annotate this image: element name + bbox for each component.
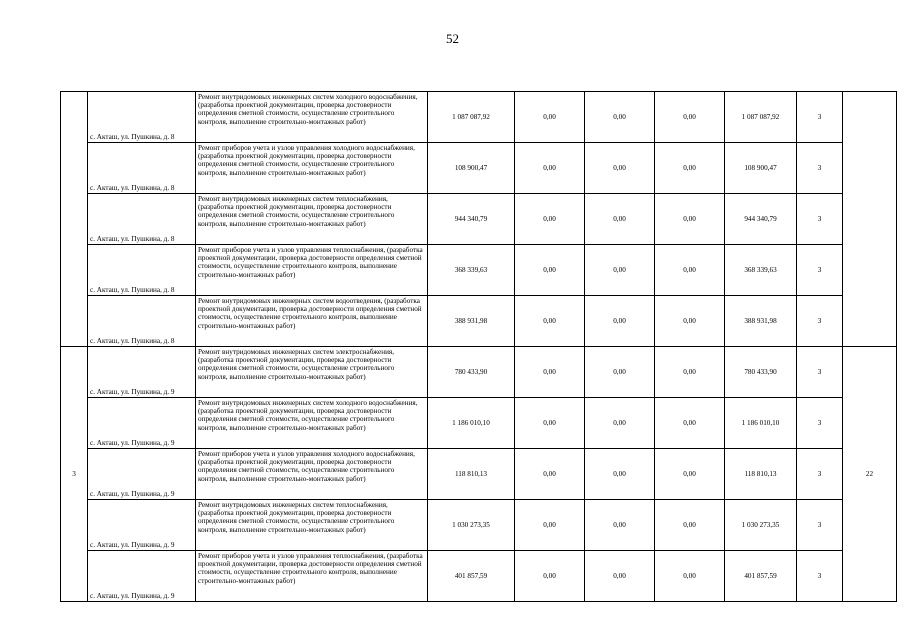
period-cell: 3 [797, 398, 843, 449]
value-cell-1: 0,00 [515, 449, 585, 500]
total-cost-cell: 388 931,98 [428, 296, 515, 347]
page-number: 52 [446, 31, 459, 46]
address-cell: с. Акташ, ул. Пушкина, д. 9 [88, 500, 196, 551]
value-cell-3: 0,00 [655, 143, 725, 194]
owners-funds-cell: 118 810,13 [725, 449, 797, 500]
work-description-text: Ремонт внутридомовых инженерных систем холодного водоснабжения, (разработка проектной документации, проверка достоверности определения сметной стоимости, осуществление строительного контроля, выполнение строительно-монтажных работ) [198, 399, 418, 432]
work-description-text: Ремонт приборов учета и узлов управления теплоснабжения, (разработка проектной документации, проверка достоверности определения сметной стоимости, осуществление строительного контроля, выполнение строительно-монтажных работ) [198, 246, 423, 279]
value-cell-1: 0,00 [515, 500, 585, 551]
table-row [61, 551, 897, 602]
period-cell: 3 [797, 194, 843, 245]
group-total-cell [843, 92, 897, 347]
value-cell-1: 0,00 [515, 92, 585, 143]
value-cell-1: 0,00 [515, 296, 585, 347]
address-cell: с. Акташ, ул. Пушкина, д. 8 [88, 296, 196, 347]
value-cell-2: 0,00 [585, 92, 655, 143]
work-description-cell [196, 194, 428, 245]
total-cost-cell: 1 030 273,35 [428, 500, 515, 551]
value-cell-1: 0,00 [515, 245, 585, 296]
value-cell-2: 0,00 [585, 398, 655, 449]
value-cell-3: 0,00 [655, 398, 725, 449]
group-total-cell: 22 [843, 347, 897, 602]
value-cell-1: 0,00 [515, 398, 585, 449]
owners-funds-cell: 388 931,98 [725, 296, 797, 347]
work-description-text: Ремонт внутридомовых инженерных систем теплоснабжения, (разработка проектной документации, проверка достоверности определения сметной стоимости, осуществление строительного контроля, выполнение строительно-монтажных работ) [198, 195, 395, 228]
owners-funds-cell: 368 339,63 [725, 245, 797, 296]
table-row [61, 245, 897, 296]
group-number-cell [61, 92, 88, 347]
total-cost-cell: 1 087 087,92 [428, 92, 515, 143]
total-cost-cell: 944 340,79 [428, 194, 515, 245]
address-cell: с. Акташ, ул. Пушкина, д. 8 [88, 194, 196, 245]
period-cell: 3 [797, 92, 843, 143]
work-description-cell [196, 92, 428, 143]
address-cell: с. Акташ, ул. Пушкина, д. 9 [88, 347, 196, 398]
value-cell-2: 0,00 [585, 245, 655, 296]
work-description-cell [196, 143, 428, 194]
group-number-cell: 3 [61, 347, 88, 602]
table-row [61, 143, 897, 194]
period-cell: 3 [797, 347, 843, 398]
total-cost-cell: 401 857,59 [428, 551, 515, 602]
value-cell-2: 0,00 [585, 296, 655, 347]
address-cell: с. Акташ, ул. Пушкина, д. 9 [88, 551, 196, 602]
work-description-text: Ремонт приборов учета и узлов управления холодного водоснабжения, (разработка проектной документации, проверка достоверности определения сметной стоимости, осуществление строительного контроля, выполнение строительно-монтажных работ) [198, 144, 415, 177]
table-body [61, 92, 897, 602]
value-cell-3: 0,00 [655, 194, 725, 245]
table-row [61, 194, 897, 245]
work-description-cell [196, 245, 428, 296]
period-cell: 3 [797, 449, 843, 500]
address-cell: с. Акташ, ул. Пушкина, д. 9 [88, 449, 196, 500]
owners-funds-cell: 944 340,79 [725, 194, 797, 245]
table-row [61, 296, 897, 347]
work-description-cell [196, 398, 428, 449]
table-row [61, 92, 897, 143]
table-row [61, 347, 897, 398]
value-cell-3: 0,00 [655, 296, 725, 347]
value-cell-2: 0,00 [585, 194, 655, 245]
total-cost-cell: 108 900,47 [428, 143, 515, 194]
value-cell-1: 0,00 [515, 143, 585, 194]
owners-funds-cell: 1 087 087,92 [725, 92, 797, 143]
work-description-text: Ремонт внутридомовых инженерных систем холодного водоснабжения, (разработка проектной документации, проверка достоверности определения сметной стоимости, осуществление строительного контроля, выполнение строительно-монтажных работ) [198, 93, 418, 126]
total-cost-cell: 780 433,90 [428, 347, 515, 398]
value-cell-1: 0,00 [515, 347, 585, 398]
owners-funds-cell: 1 030 273,35 [725, 500, 797, 551]
work-description-cell [196, 347, 428, 398]
value-cell-3: 0,00 [655, 551, 725, 602]
period-cell: 3 [797, 500, 843, 551]
work-description-text: Ремонт внутридомовых инженерных систем электроснабжения, (разработка проектной документации, проверка достоверности определения сметной стоимости, осуществление строительного контроля, выполнение строительно-монтажных работ) [198, 348, 395, 381]
owners-funds-cell: 780 433,90 [725, 347, 797, 398]
work-description-text: Ремонт внутридомовых инженерных систем теплоснабжения, (разработка проектной документации, проверка достоверности определения сметной стоимости, осуществление строительного контроля, выполнение строительно-монтажных работ) [198, 501, 395, 534]
owners-funds-cell: 1 186 010,10 [725, 398, 797, 449]
period-cell: 3 [797, 245, 843, 296]
value-cell-3: 0,00 [655, 347, 725, 398]
address-cell: с. Акташ, ул. Пушкина, д. 8 [88, 245, 196, 296]
total-cost-cell: 1 186 010,10 [428, 398, 515, 449]
value-cell-3: 0,00 [655, 449, 725, 500]
value-cell-1: 0,00 [515, 194, 585, 245]
work-description-text: Ремонт приборов учета и узлов управления холодного водоснабжения, (разработка проектной документации, проверка достоверности определения сметной стоимости, осуществление строительного контроля, выполнение строительно-монтажных работ) [198, 450, 415, 483]
total-cost-cell: 118 810,13 [428, 449, 515, 500]
value-cell-3: 0,00 [655, 245, 725, 296]
value-cell-2: 0,00 [585, 500, 655, 551]
total-cost-cell: 368 339,63 [428, 245, 515, 296]
value-cell-2: 0,00 [585, 449, 655, 500]
address-cell: с. Акташ, ул. Пушкина, д. 8 [88, 92, 196, 143]
table-row [61, 500, 897, 551]
owners-funds-cell: 401 857,59 [725, 551, 797, 602]
work-description-cell [196, 449, 428, 500]
value-cell-2: 0,00 [585, 551, 655, 602]
address-cell: с. Акташ, ул. Пушкина, д. 9 [88, 398, 196, 449]
owners-funds-cell: 108 900,47 [725, 143, 797, 194]
repair-works-table [60, 91, 897, 602]
work-description-text: Ремонт внутридомовых инженерных систем водоотведения, (разработка проектной документации, проверка достоверности определения сметной стоимости, осуществление строительного контроля, выполнение строительно-монтажных работ) [198, 297, 422, 330]
period-cell: 3 [797, 296, 843, 347]
value-cell-2: 0,00 [585, 143, 655, 194]
work-description-cell [196, 296, 428, 347]
value-cell-2: 0,00 [585, 347, 655, 398]
table-row [61, 449, 897, 500]
value-cell-3: 0,00 [655, 500, 725, 551]
work-description-cell [196, 500, 428, 551]
period-cell: 3 [797, 143, 843, 194]
address-cell: с. Акташ, ул. Пушкина, д. 8 [88, 143, 196, 194]
value-cell-1: 0,00 [515, 551, 585, 602]
work-description-text: Ремонт приборов учета и узлов управления теплоснабжения, (разработка проектной документации, проверка достоверности определения сметной стоимости, осуществление строительного контроля, выполнение строительно-монтажных работ) [198, 552, 423, 585]
table-row [61, 398, 897, 449]
work-description-cell [196, 551, 428, 602]
period-cell: 3 [797, 551, 843, 602]
value-cell-3: 0,00 [655, 92, 725, 143]
